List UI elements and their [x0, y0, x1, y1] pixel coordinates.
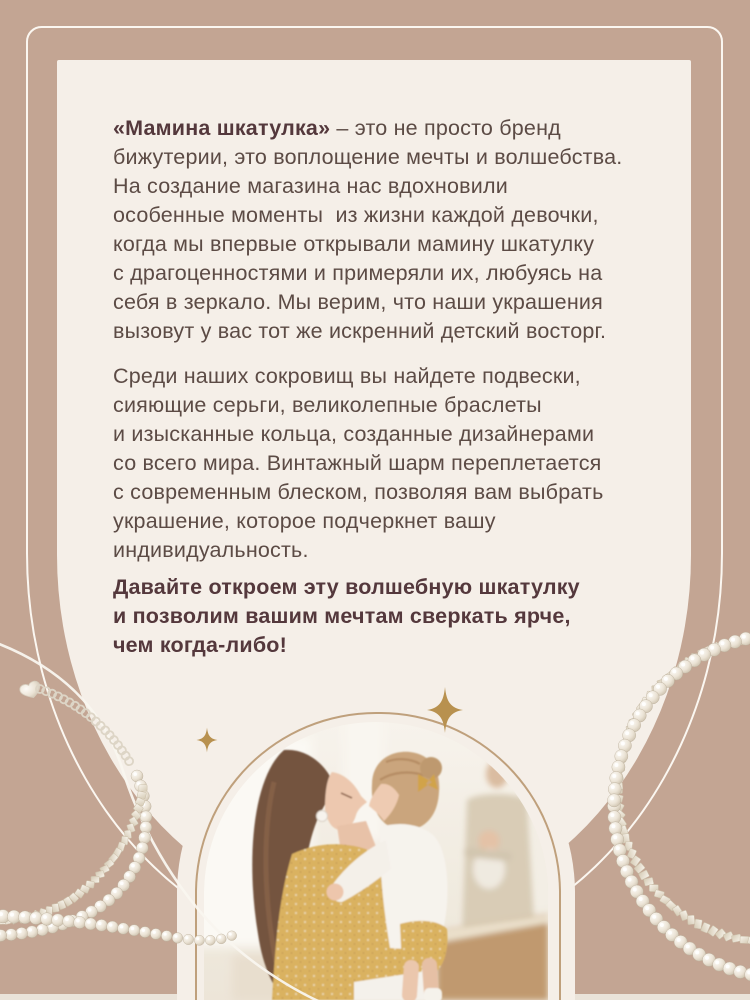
- text-line: сияющие серьги, великолепные браслеты: [113, 393, 542, 417]
- text-line: с драгоценностями и примеряли их, любуясь на: [113, 261, 603, 285]
- text-line: Среди наших сокровищ вы найдете подвески,: [113, 364, 581, 388]
- text-line: индивидуальность.: [113, 538, 309, 562]
- intro-line1-rest: – это не просто бренд: [330, 116, 561, 140]
- text-line: с современным блеском, позволяя вам выбрать: [113, 480, 604, 504]
- heart-pendant: [18, 679, 43, 701]
- text-line: себя в зеркало. Мы верим, что наши украшения: [113, 290, 603, 314]
- text-line: Давайте откроем эту волшебную шкатулку: [113, 575, 580, 599]
- brand-intro-paragraph: [113, 114, 658, 346]
- cta-paragraph: [113, 573, 658, 660]
- text-line: вызовут у вас тот же искренний детский восторг.: [113, 319, 607, 343]
- flyer-copy: [113, 114, 658, 676]
- text-line: бижутерии, это воплощение мечты и волшебства.: [113, 145, 623, 169]
- text-line: особенные моменты из жизни каждой девочки,: [113, 203, 599, 227]
- text-line: На создание магазина нас вдохновили: [113, 174, 508, 198]
- text-line: украшение, которое подчеркнет вашу: [113, 509, 496, 533]
- assortment-paragraph: [113, 362, 658, 565]
- text-line: со всего мира. Винтажный шарм переплетается: [113, 451, 602, 475]
- brand-name: «Мамина шкатулка»: [113, 116, 331, 140]
- text-line: и позволим вашим мечтам сверкать ярче,: [113, 604, 571, 628]
- text-line: чем когда-либо!: [113, 633, 287, 657]
- text-line: когда мы впервые открывали мамину шкатулку: [113, 232, 595, 256]
- text-line: и изысканные кольца, созданные дизайнерами: [113, 422, 595, 446]
- text-line: [113, 114, 658, 143]
